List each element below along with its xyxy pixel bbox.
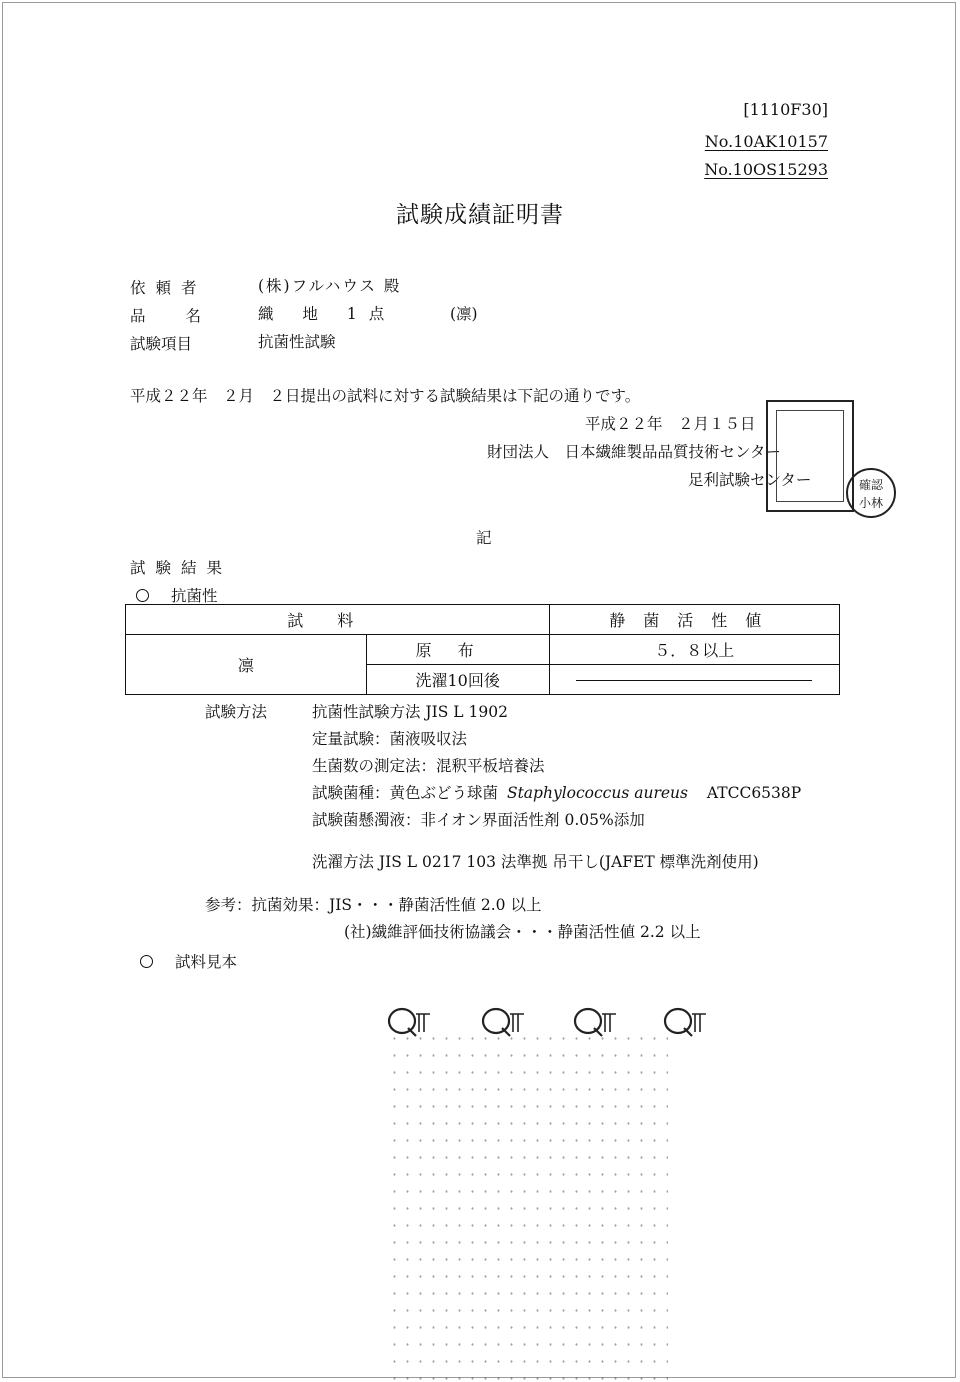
test-item-value: 抗菌性試験 (258, 333, 336, 351)
document-title: 試験成績証明書 (396, 202, 564, 228)
reference-line-1: 参考：抗菌効果：JIS・・・静菌活性値 2.0 以上 (205, 896, 542, 914)
official-seal (766, 400, 854, 512)
table-row-value (549, 665, 840, 695)
table-row-value: ５．８以上 (549, 635, 840, 665)
bullet-circle-icon (140, 955, 153, 968)
ref-number-2: No.10OS15293 (704, 160, 828, 179)
requester-label: 依頼者 (130, 279, 207, 297)
method-line: 定量試験：菌液吸収法 (312, 730, 468, 748)
antibacterial-heading: 抗菌性 (136, 584, 218, 606)
sample-heading: 試料見本 (140, 950, 237, 972)
requester-value: (株)フルハウス 殿 (258, 277, 402, 295)
method-line: 生菌数の測定法：混釈平板培養法 (312, 757, 545, 775)
table-row-condition: 原布 (366, 635, 549, 665)
reference-line-2: (社)繊維評価技術協議会・・・静菌活性値 2.2 以上 (344, 923, 701, 941)
intro-text: 平成２２年 ２月 ２日提出の試料に対する試験結果は下記の通りです。 (130, 387, 641, 405)
qtec-logo-icon (662, 1002, 708, 1040)
header-sample: 試料 (126, 605, 550, 635)
fabric-sample-image (388, 1030, 668, 1380)
header-value: 静菌活性値 (549, 605, 840, 635)
issuer-foundation: 財団法人 日本繊維製品品質技術センター (487, 443, 781, 461)
no-value-dash (576, 680, 812, 681)
product-value: 織 地 1点 (258, 305, 397, 323)
bacteria-line: 試験菌種：黄色ぶどう球菌 Staphylococcus aureus ATCC6538P (312, 784, 802, 802)
issuer-center: 足利試験センター (688, 471, 812, 489)
confirmation-stamp: 確認 小林 (846, 468, 896, 518)
issue-date: 平成２２年 ２月１５日 (585, 415, 756, 433)
bullet-circle-icon (136, 589, 149, 602)
product-code: (凛) (450, 305, 478, 323)
results-heading: 試験結果 (130, 559, 233, 577)
washing-method: 洗濯方法 JIS L 0217 103 法準拠 吊干し(JAFET 標準洗剤使用) (312, 853, 759, 871)
sample-name: 凛 (126, 635, 367, 695)
suspension-line: 試験菌懸濁液：非イオン界面活性剤 0.05%添加 (312, 811, 645, 829)
table-row-condition: 洗濯10回後 (366, 665, 549, 695)
ref-code: [1110F30] (743, 100, 828, 119)
ki-mark: 記 (476, 529, 492, 547)
method-label: 試験方法 (205, 703, 268, 721)
test-item-label: 試験項目 (130, 335, 193, 353)
results-table (125, 604, 840, 695)
product-label: 品名 (130, 307, 242, 325)
ref-number-1: No.10AK10157 (704, 132, 828, 151)
method-line: 抗菌性試験方法 JIS L 1902 (312, 703, 508, 721)
